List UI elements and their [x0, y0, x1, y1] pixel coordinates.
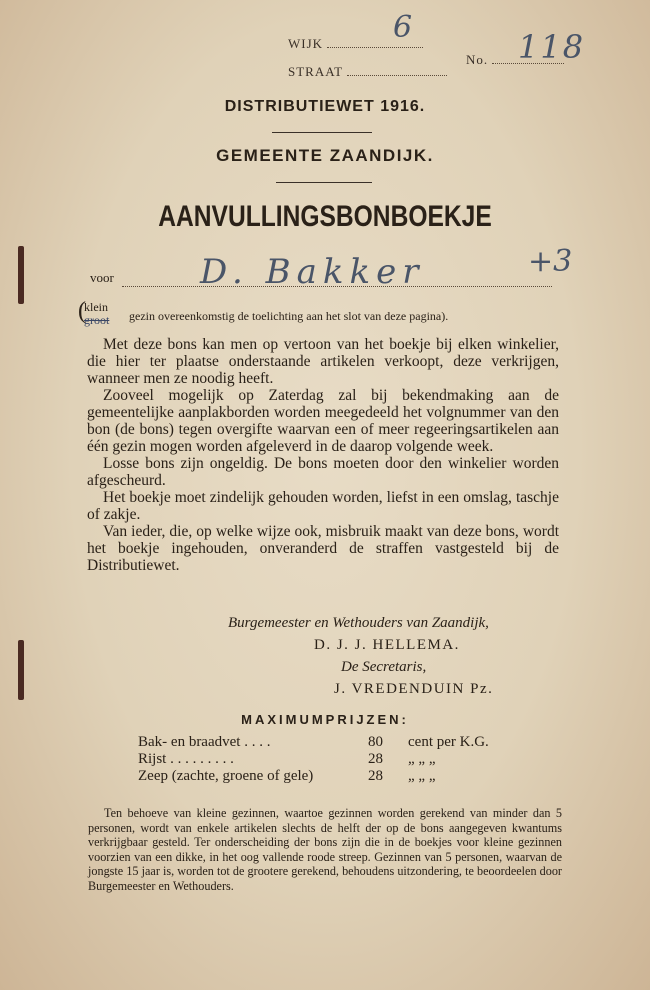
- household-size: ( klein groot: [78, 298, 110, 327]
- divider-1: [272, 132, 372, 133]
- price-value: 80: [368, 734, 383, 750]
- price-row: [138, 734, 493, 751]
- footer-text: Ten behoeve van kleine gezinnen, waartoe gezinnen worden gerekend van minder dan 5 personen, wordt van enkele artikelen slechts de helft der op de bons aangegeven kwantums verkrijgbaar gesteld. Ter onderscheiding der bons zijn die in de boekjes voor kleine gezinnen voorzien van een dikke, in het oog vallende roode streep. Gezinnen van 5 personen, waarvan de jongste 15 jaar is, worden tot de grootere gerekend, behoudens uitzondering, te beoordeelen door Burgemeester en Wethouders.: [88, 806, 562, 893]
- signature-secretary: J. VREDENDUIN Pz.: [334, 681, 494, 697]
- wijk-value: 6: [393, 10, 413, 45]
- paragraph: Losse bons zijn ongeldig. De bons moeten door den winkelier worden afgescheurd.: [87, 455, 559, 489]
- prices-heading: MAXIMUMPRIJZEN:: [241, 712, 409, 727]
- prices-table: [138, 734, 493, 785]
- divider-2: [276, 182, 372, 183]
- paragraph: Het boekje moet zindelijk gehouden worden, liefst in een omslag, taschje of zakje.: [87, 489, 559, 523]
- household-small: klein: [84, 300, 108, 314]
- household-note: gezin overeenkomstig de toelichting aan het slot van deze pagina).: [129, 309, 449, 323]
- paragraph: Van ieder, die, op welke wijze ook, misbruik maakt van deze bons, wordt het boekje ingehouden, onveranderd de straffen vastgesteld bij de Distributiewet.: [87, 523, 559, 574]
- price-unit: cent per K.G.: [408, 734, 489, 750]
- signature-authority: Burgemeester en Wethouders van Zaandijk,: [228, 615, 489, 631]
- price-item: Bak- en braadvet . . . .: [138, 734, 271, 750]
- signature-secretary-title: De Secretaris,: [341, 659, 427, 675]
- price-row: [138, 768, 493, 785]
- price-unit: „ „ „: [408, 768, 436, 784]
- law-title: DISTRIBUTIEWET 1916.: [224, 98, 426, 115]
- voor-value: D. Bakker: [200, 252, 425, 292]
- paragraph: Zooveel mogelijk op Zaterdag zal bij bekendmaking aan de gemeentelijke aanplakborden worden meegedeeld het volgnummer van den bon (de bons) tegen overgifte waarvan een of meer regeeringsartikelen aan één gezin mogen worden afgeleverd in de daarop volgende week.: [87, 387, 559, 455]
- wijk-label: WIJK: [288, 36, 324, 51]
- municipality-title: GEMEENTE ZAANDIJK.: [216, 146, 434, 165]
- voor-label: voor: [90, 270, 114, 285]
- price-unit: „ „ „: [408, 751, 436, 767]
- signature-mayor: D. J. J. HELLEMA.: [314, 637, 460, 653]
- paragraph: Met deze bons kan men op vertoon van het boekje bij elken winkelier, die hier ter plaatse onderstaande artikelen verkoopt, deze verkrijgen, wanneer men ze noodig heeft.: [87, 336, 559, 387]
- booklet-title: AANVULLINGSBONBOEKJE: [158, 200, 492, 233]
- number-label: No.: [466, 52, 489, 67]
- price-row: [138, 751, 493, 768]
- price-item: Rijst . . . . . . . . .: [138, 751, 234, 767]
- footer-note: [88, 806, 562, 893]
- price-value: 28: [368, 751, 383, 767]
- staple-bottom: [18, 640, 24, 700]
- straat-field: [288, 64, 447, 80]
- straat-label: STRAAT: [288, 64, 343, 79]
- number-value: 118: [518, 28, 586, 66]
- voor-extra: +3: [528, 244, 573, 279]
- instructions: [87, 336, 559, 574]
- staple-top: [18, 246, 24, 304]
- price-value: 28: [368, 768, 383, 784]
- price-item: Zeep (zachte, groene of gele): [138, 768, 314, 784]
- household-large: groot: [84, 313, 110, 327]
